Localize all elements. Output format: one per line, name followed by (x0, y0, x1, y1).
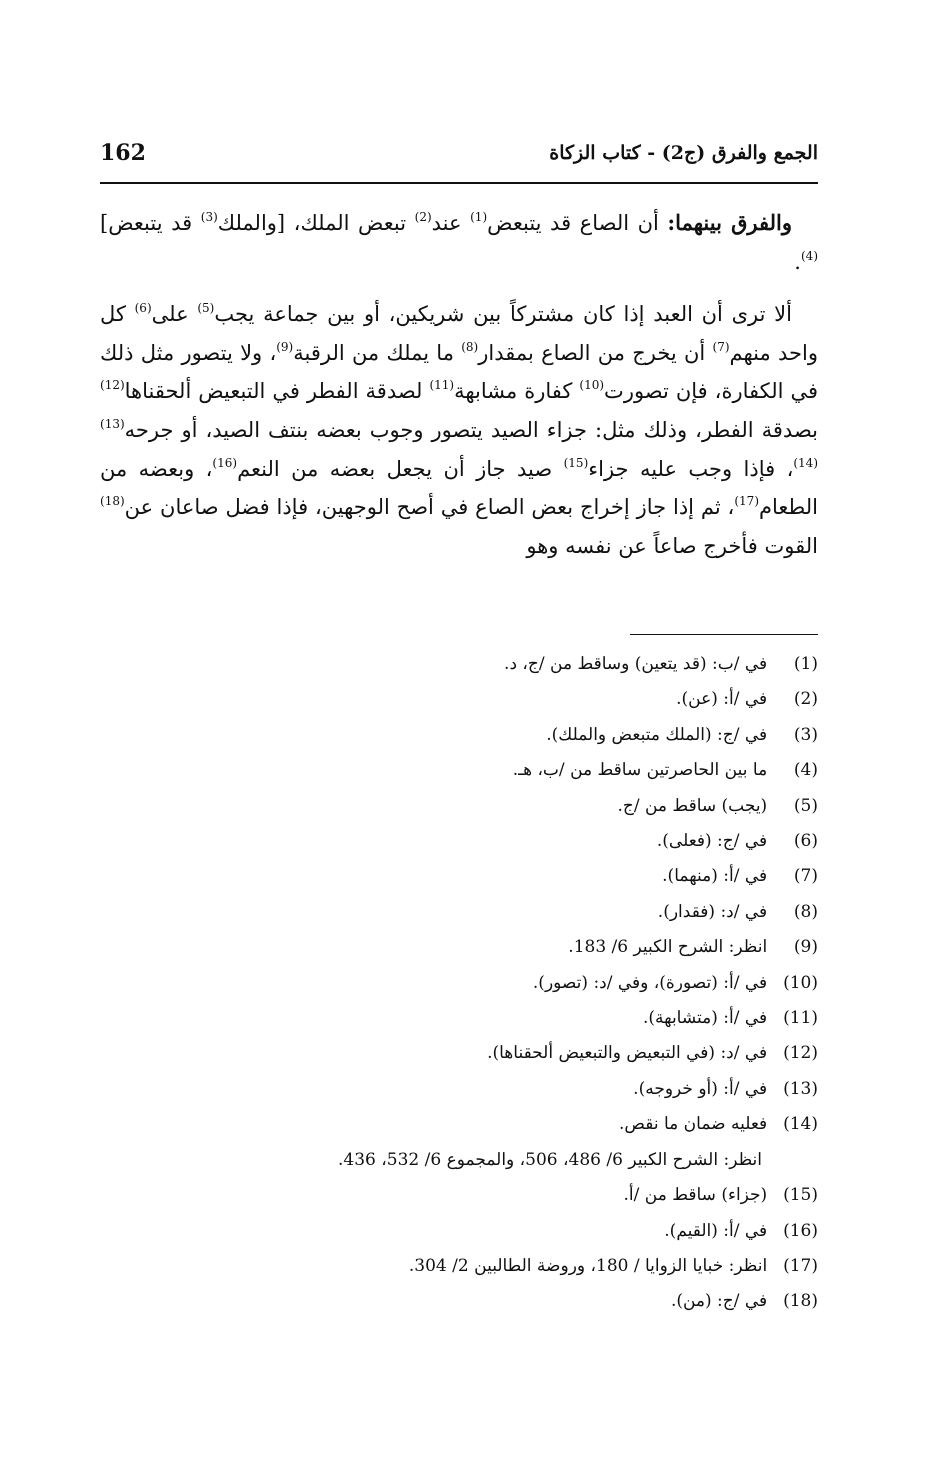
footnote-number: (5) (793, 795, 818, 816)
footnote-text: في /أ: (أو خروجه). (633, 1078, 768, 1099)
footnote-item (240, 682, 818, 717)
footnote-text: في /ج: (فعلى). (656, 831, 768, 852)
text-run: أن يخرج من الصاع بمقدار (478, 340, 713, 365)
footnote-text: في /ج: (الملك متبعض والملك). (546, 724, 768, 745)
footnote-text: في /أ: (منهما). (662, 866, 768, 887)
footnote-ref: (4) (800, 248, 818, 263)
footnote-number: (7) (793, 866, 818, 887)
footnote-ref: (13) (100, 416, 125, 431)
footnote-continuation (240, 1143, 818, 1178)
footnote-number: (14) (783, 1114, 818, 1135)
paragraph-difference (100, 204, 818, 281)
footnote-ref: (18) (100, 494, 125, 509)
footnote-item (240, 1178, 818, 1213)
footnote-text: في /أ: (متشابهة). (642, 1008, 768, 1029)
footnote-text: (يجب) ساقط من /ج. (617, 795, 768, 816)
running-title: الجمع والفرق (ج2) - كتاب الزكاة (549, 142, 818, 164)
footnotes-list (240, 647, 818, 1320)
footnote-number: (15) (783, 1185, 818, 1206)
text-run: أن الصاع قد يتبعض (487, 211, 668, 235)
footnote-number: (3) (793, 724, 818, 745)
footnote-number: (16) (783, 1220, 818, 1241)
footnote-text: في /ب: (قد يتعين) وساقط من /ج، د. (504, 654, 768, 674)
header-rule (100, 182, 818, 184)
footnote-ref: (2) (414, 210, 432, 224)
footnote-number: (1) (793, 654, 818, 674)
paragraph-example (100, 295, 818, 565)
footnote-item (240, 859, 818, 894)
footnote-rule (630, 634, 818, 635)
footnote-text: انظر: الشرح الكبير 6/ 486، 506، والمجموع 6/ 532، 436. (338, 1149, 762, 1170)
text-run: على (151, 302, 198, 327)
text-run: . (794, 249, 801, 274)
footnote-ref: (1) (470, 210, 488, 224)
footnote-item (240, 895, 818, 930)
footnote-item (240, 789, 818, 824)
text-run: ما يملك من الرقبة (293, 340, 462, 365)
footnote-ref: (11) (429, 378, 455, 393)
footnote-number: (18) (783, 1291, 818, 1312)
footnote-text: ما بين الحاصرتين ساقط من /ب، هـ. (512, 760, 768, 781)
text-run: لصدقة الفطر في التبعيض ألحقناها (124, 379, 430, 404)
text-run: ، ولا يتصور مثل ذلك في الكفارة، فإن تصورت (100, 340, 818, 404)
footnote-ref: (17) (734, 494, 759, 509)
text-run: ، ثم إذا جاز إخراج بعض الصاع في أصح الوجهين، فإذا فضل صاعان عن (124, 495, 735, 520)
footnote-text: في /أ: (تصورة)، وفي /د: (تصور). (532, 972, 768, 993)
lead-phrase: والفرق بينهما: (667, 210, 792, 235)
footnote-item (240, 1072, 818, 1107)
footnote-number: (6) (793, 831, 818, 852)
footnote-item (240, 1214, 818, 1249)
footnote-ref: (15) (563, 455, 589, 470)
footnote-number: (9) (793, 937, 818, 958)
footnote-number: (11) (783, 1008, 818, 1029)
text-run: القوت فأخرج صاعاً عن نفسه وهو (526, 533, 818, 558)
footnote-number: (10) (783, 972, 818, 993)
footnote-item (240, 753, 818, 788)
footnote-ref: (6) (134, 301, 152, 316)
footnote-text: انظر: خبايا الزوايا / 180، وروضة الطالبين 2/ 304. (408, 1255, 768, 1276)
footnote-number: (12) (783, 1043, 818, 1064)
footnote-ref: (3) (200, 210, 218, 224)
footnote-item (240, 1036, 818, 1071)
footnote-number: (4) (793, 760, 818, 781)
footnote-item (240, 647, 818, 682)
footnote-text: في /د: (في التبعيض والتبعيض ألحقناها). (487, 1043, 768, 1064)
footnote-number: (17) (783, 1255, 818, 1276)
footnote-ref: (10) (579, 378, 605, 393)
text-run: عند (431, 211, 471, 235)
footnote-ref: (14) (793, 455, 819, 470)
text-run: ، وبعضه من الطعام (100, 456, 818, 520)
page-number: 162 (100, 140, 146, 166)
text-run: قد يتبعض] (100, 211, 201, 235)
text-run: ألا ترى أن العبد إذا كان مشتركاً بين شريكين، أو بين جماعة يجب (214, 302, 792, 327)
footnote-ref: (9) (276, 339, 294, 354)
text-run: بصدقة الفطر، وذلك مثل: جزاء الصيد يتصور وجوب بعضه بنتف الصيد، أو جرحه (124, 417, 818, 442)
footnote-number: (8) (793, 901, 818, 922)
footnote-item (240, 930, 818, 965)
footnote-ref: (12) (100, 378, 125, 393)
footnote-ref: (8) (461, 339, 479, 354)
text-run: ، فإذا وجب عليه جزاء (588, 456, 794, 481)
footnote-ref: (5) (197, 301, 215, 316)
footnote-text: في /أ: (عن). (676, 689, 768, 710)
footnote-text: في /أ: (القيم). (664, 1220, 768, 1241)
page-header (100, 130, 818, 170)
footnote-text: (جزاء) ساقط من /أ. (623, 1185, 768, 1206)
footnote-item (240, 1249, 818, 1284)
footnote-text: في /ج: (من). (670, 1291, 768, 1312)
footnote-number: (13) (783, 1078, 818, 1099)
footnote-text: فعليه ضمان ما نقص. (619, 1114, 768, 1135)
footnote-number: (2) (793, 689, 818, 710)
footnote-ref: (7) (712, 339, 730, 354)
footnote-text: في /د: (فقدار). (657, 901, 768, 922)
footnote-ref: (16) (212, 455, 238, 470)
text-run: صيد جاز أن يجعل بعضه من النعم (237, 456, 564, 481)
footnote-item (240, 1284, 818, 1319)
footnote-text: انظر: الشرح الكبير 6/ 183. (568, 937, 768, 958)
footnote-item (240, 718, 818, 753)
footnote-item (240, 1001, 818, 1036)
main-text (100, 204, 818, 579)
text-run: كفارة مشابهة (454, 379, 580, 404)
text-run: تبعض الملك، [والملك (217, 211, 415, 235)
footnote-item (240, 966, 818, 1001)
text-run: كل واحد منهم (100, 302, 818, 365)
footnote-item (240, 824, 818, 859)
footnote-item (240, 1107, 818, 1142)
